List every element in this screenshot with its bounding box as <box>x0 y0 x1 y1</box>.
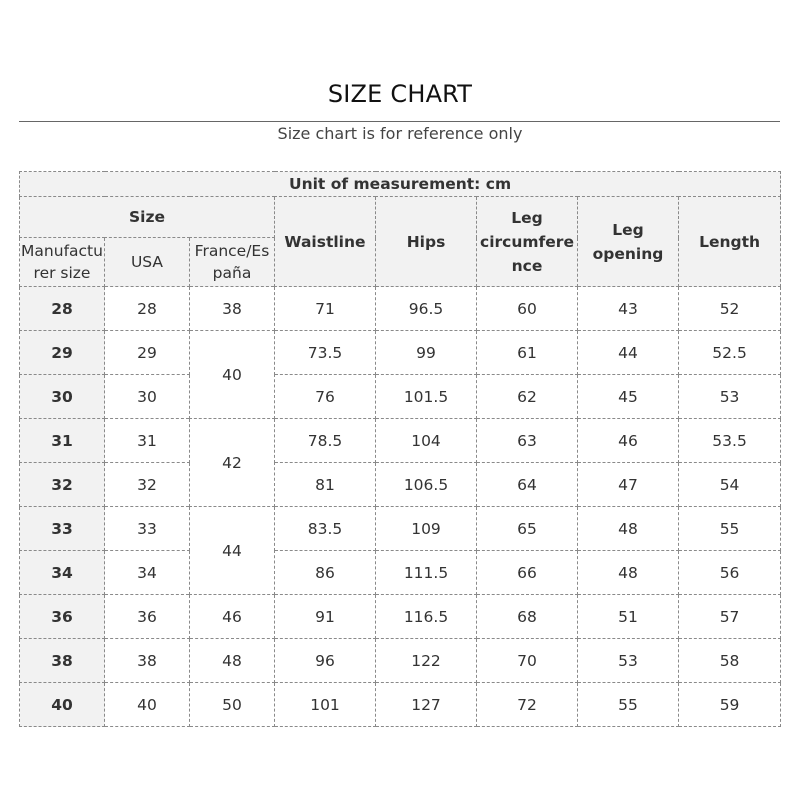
manufacturer-size-cell: 40 <box>20 683 105 727</box>
manufacturer-size-cell: 30 <box>20 375 105 419</box>
table-row <box>20 287 781 331</box>
hips-cell: 122 <box>376 639 477 683</box>
length-cell: 53 <box>679 375 781 419</box>
leg-circumference-cell: 62 <box>477 375 578 419</box>
leg-opening-cell: 46 <box>578 419 679 463</box>
leg-opening-header: Leg opening <box>578 197 679 287</box>
usa-header: USA <box>105 238 190 287</box>
france-spain-cell: 38 <box>190 287 275 331</box>
table-row <box>20 639 781 683</box>
manufacturer-size-cell: 31 <box>20 419 105 463</box>
france-spain-cell: 42 <box>190 419 275 507</box>
leg-circumference-cell: 70 <box>477 639 578 683</box>
waistline-cell: 101 <box>275 683 376 727</box>
table-row <box>20 683 781 727</box>
leg-circumference-cell: 63 <box>477 419 578 463</box>
france-spain-cell: 50 <box>190 683 275 727</box>
usa-cell: 40 <box>105 683 190 727</box>
leg-circumference-cell: 68 <box>477 595 578 639</box>
waistline-cell: 76 <box>275 375 376 419</box>
leg-opening-cell: 51 <box>578 595 679 639</box>
usa-cell: 34 <box>105 551 190 595</box>
page-title: SIZE CHART <box>327 80 473 108</box>
page-subtitle: Size chart is for reference only <box>277 124 523 143</box>
hips-cell: 96.5 <box>376 287 477 331</box>
length-cell: 55 <box>679 507 781 551</box>
leg-opening-cell: 47 <box>578 463 679 507</box>
length-cell: 57 <box>679 595 781 639</box>
waistline-cell: 91 <box>275 595 376 639</box>
table-row <box>20 419 781 463</box>
length-cell: 54 <box>679 463 781 507</box>
hips-cell: 109 <box>376 507 477 551</box>
title-divider <box>19 121 780 122</box>
leg-circumference-cell: 64 <box>477 463 578 507</box>
manufacturer-size-cell: 32 <box>20 463 105 507</box>
hips-cell: 104 <box>376 419 477 463</box>
length-cell: 52 <box>679 287 781 331</box>
leg-circumference-header: Leg circumfere nce <box>477 197 578 287</box>
waistline-cell: 96 <box>275 639 376 683</box>
hips-cell: 101.5 <box>376 375 477 419</box>
waistline-cell: 71 <box>275 287 376 331</box>
hips-cell: 111.5 <box>376 551 477 595</box>
leg-opening-cell: 48 <box>578 507 679 551</box>
length-header: Length <box>679 197 781 287</box>
hips-cell: 116.5 <box>376 595 477 639</box>
hips-cell: 106.5 <box>376 463 477 507</box>
leg-opening-cell: 45 <box>578 375 679 419</box>
unit-label: Unit of measurement: cm <box>20 172 781 197</box>
hips-header: Hips <box>376 197 477 287</box>
waistline-cell: 86 <box>275 551 376 595</box>
manufacturer-size-cell: 28 <box>20 287 105 331</box>
table-row <box>20 463 781 507</box>
length-cell: 53.5 <box>679 419 781 463</box>
manufacturer-size-cell: 34 <box>20 551 105 595</box>
leg-opening-cell: 53 <box>578 639 679 683</box>
leg-circumference-cell: 72 <box>477 683 578 727</box>
manufacturer-size-cell: 33 <box>20 507 105 551</box>
length-cell: 56 <box>679 551 781 595</box>
table-row <box>20 375 781 419</box>
usa-cell: 30 <box>105 375 190 419</box>
waistline-cell: 78.5 <box>275 419 376 463</box>
usa-cell: 38 <box>105 639 190 683</box>
table-row <box>20 507 781 551</box>
leg-opening-cell: 43 <box>578 287 679 331</box>
hips-cell: 99 <box>376 331 477 375</box>
hips-cell: 127 <box>376 683 477 727</box>
waistline-cell: 83.5 <box>275 507 376 551</box>
france-spain-header: France/Es paña <box>190 238 275 287</box>
manufacturer-size-cell: 29 <box>20 331 105 375</box>
manufacturer-size-cell: 36 <box>20 595 105 639</box>
usa-cell: 31 <box>105 419 190 463</box>
length-cell: 52.5 <box>679 331 781 375</box>
size-chart-table <box>19 171 781 727</box>
france-spain-cell: 46 <box>190 595 275 639</box>
leg-opening-cell: 44 <box>578 331 679 375</box>
usa-cell: 36 <box>105 595 190 639</box>
table-row <box>20 331 781 375</box>
manufacturer-size-header: Manufactu rer size <box>20 238 105 287</box>
leg-circumference-cell: 61 <box>477 331 578 375</box>
waistline-cell: 73.5 <box>275 331 376 375</box>
size-group-header: Size <box>20 197 275 238</box>
table-row <box>20 551 781 595</box>
france-spain-cell: 48 <box>190 639 275 683</box>
leg-circumference-cell: 60 <box>477 287 578 331</box>
length-cell: 58 <box>679 639 781 683</box>
usa-cell: 33 <box>105 507 190 551</box>
leg-opening-cell: 55 <box>578 683 679 727</box>
usa-cell: 32 <box>105 463 190 507</box>
table-row <box>20 595 781 639</box>
manufacturer-size-cell: 38 <box>20 639 105 683</box>
waistline-header: Waistline <box>275 197 376 287</box>
leg-circumference-cell: 65 <box>477 507 578 551</box>
usa-cell: 29 <box>105 331 190 375</box>
leg-circumference-cell: 66 <box>477 551 578 595</box>
france-spain-cell: 40 <box>190 331 275 419</box>
usa-cell: 28 <box>105 287 190 331</box>
france-spain-cell: 44 <box>190 507 275 595</box>
waistline-cell: 81 <box>275 463 376 507</box>
length-cell: 59 <box>679 683 781 727</box>
leg-opening-cell: 48 <box>578 551 679 595</box>
